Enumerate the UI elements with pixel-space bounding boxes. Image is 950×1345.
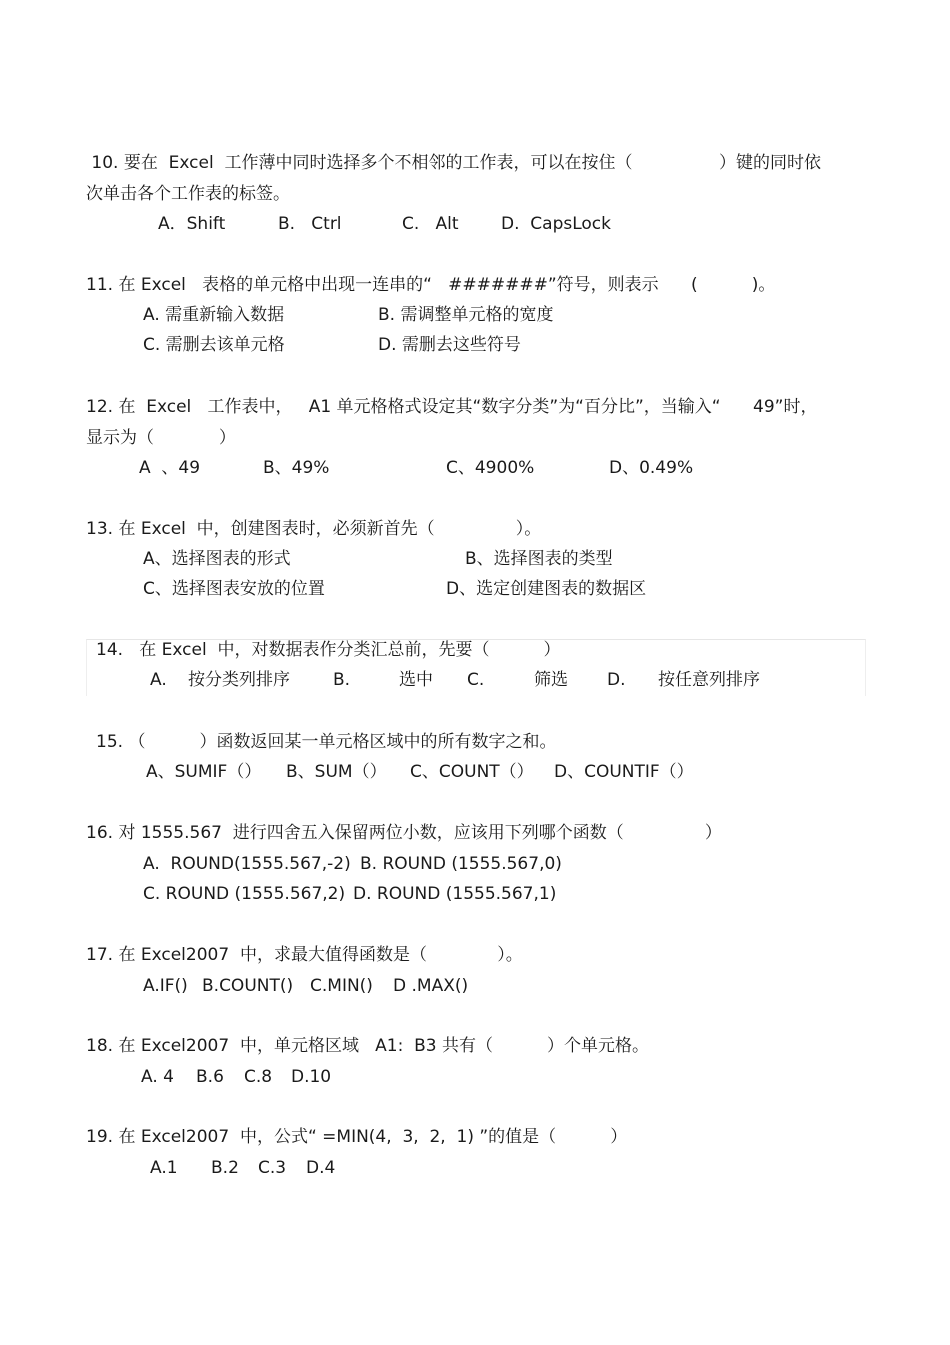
question-14-text: 14. 在 Excel 中，对数据表作分类汇总前，先要（ ） xyxy=(96,640,561,660)
question-17-option-a: A.IF() xyxy=(143,976,188,996)
question-16-option-a: A. ROUND(1555.567,-2) xyxy=(143,854,351,874)
question-10-option-c: C. Alt xyxy=(402,214,459,234)
question-19-option-a: A.1 xyxy=(150,1158,178,1178)
question-14-option-b-letter: B. xyxy=(333,670,351,690)
question-12-option-a: A 、49 xyxy=(139,458,201,478)
question-18-text: 18. 在 Excel2007 中，单元格区域 A1: B3 共有（ ）个单元格。 xyxy=(86,1036,650,1056)
question-10-text-cont: 次单击各个工作表的标签。 xyxy=(86,184,290,204)
question-12-option-c: C、4900% xyxy=(446,458,535,478)
question-11-text: 11. 在 Excel 表格的单元格中出现一连串的“ #######”符号，则表示 ( )。 xyxy=(86,275,776,295)
question-11-option-b: B. 需调整单元格的宽度 xyxy=(378,305,554,325)
question-14-option-b: 选中 xyxy=(399,670,433,690)
question-16-text: 16. 对 1555.567 进行四舍五入保留两位小数，应该用下列哪个函数（ ） xyxy=(86,823,722,843)
question-13-option-c: C、选择图表安放的位置 xyxy=(143,579,325,599)
question-19-option-b: B.2 xyxy=(211,1158,239,1178)
question-13-option-d: D、选定创建图表的数据区 xyxy=(446,579,647,599)
question-14-option-d: 按任意列排序 xyxy=(658,670,760,690)
question-10-option-d: D. CapsLock xyxy=(501,214,612,234)
question-15-option-b: B、SUM（） xyxy=(286,762,387,782)
question-17-text: 17. 在 Excel2007 中，求最大值得函数是（ ）。 xyxy=(86,945,523,965)
question-13-text: 13. 在 Excel 中，创建图表时，必须新首先（ ）。 xyxy=(86,519,542,539)
question-18-option-c: C.8 xyxy=(244,1067,273,1087)
question-18-option-b: B.6 xyxy=(196,1067,224,1087)
question-19-option-d: D.4 xyxy=(306,1158,336,1178)
question-16-option-d: D. ROUND (1555.567,1) xyxy=(353,884,557,904)
question-16-option-b: B. ROUND (1555.567,0) xyxy=(360,854,562,874)
question-12-option-b: B、49% xyxy=(263,458,330,478)
question-11-option-d: D. 需删去这些符号 xyxy=(378,335,521,355)
question-15-option-c: C、COUNT（） xyxy=(410,762,534,782)
question-18-option-a: A. 4 xyxy=(141,1067,174,1087)
question-15-text: 15. （ ）函数返回某一单元格区域中的所有数字之和。 xyxy=(96,732,557,752)
question-12-option-d: D、0.49% xyxy=(609,458,694,478)
question-10-option-a: A．Shift xyxy=(158,214,226,234)
question-15-option-d: D、COUNTIF（） xyxy=(554,762,694,782)
question-12-text: 12. 在 Excel 工作表中， A1 单元格格式设定其“数字分类”为“百分比”，当输入“ 49”时， xyxy=(86,397,818,417)
question-15-option-a: A、SUMIF（） xyxy=(146,762,262,782)
question-11-option-a: A. 需重新输入数据 xyxy=(143,305,285,325)
question-10-option-b: B. Ctrl xyxy=(278,214,342,234)
question-10-text: 10. 要在 Excel 工作薄中同时选择多个不相邻的工作表，可以在按住（ ）键的同时依 xyxy=(86,153,821,173)
question-12-text-cont: 显示为（ ） xyxy=(86,428,236,448)
question-17-option-c: C.MIN() xyxy=(310,976,373,996)
question-17-option-d: D .MAX() xyxy=(393,976,469,996)
question-14-option-a-letter: A. xyxy=(150,670,167,690)
question-13-option-b: B、选择图表的类型 xyxy=(465,549,613,569)
question-14-option-c: 筛选 xyxy=(534,670,568,690)
question-19-text: 19. 在 Excel2007 中，公式“ =MIN(4, 3, 2, 1) ”的值是（ ） xyxy=(86,1127,628,1147)
question-14-option-a: 按分类列排序 xyxy=(188,670,290,690)
question-16-option-c: C. ROUND (1555.567,2) xyxy=(143,884,346,904)
question-14-option-c-letter: C. xyxy=(467,670,485,690)
question-19-option-c: C.3 xyxy=(258,1158,287,1178)
question-14-option-d-letter: D. xyxy=(607,670,626,690)
question-11-option-c: C. 需删去该单元格 xyxy=(143,335,285,355)
question-17-option-b: B.COUNT() xyxy=(202,976,294,996)
question-18-option-d: D.10 xyxy=(291,1067,332,1087)
question-13-option-a: A、选择图表的形式 xyxy=(143,549,291,569)
